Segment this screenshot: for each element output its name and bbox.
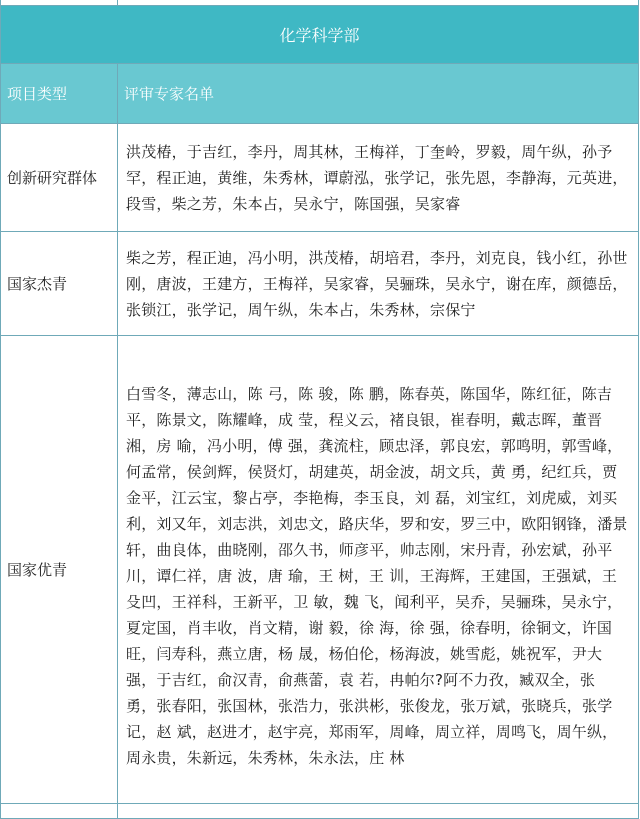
column-header-row [1,64,639,124]
column-header-experts: 评审专家名单 [118,64,639,124]
project-type: 创新研究群体 [1,124,118,232]
department-header-row [1,6,639,64]
project-type: 国家杰青 [1,232,118,336]
expert-list: 柴之芳，程正迪，冯小明，洪茂椿，胡培君，李丹，刘克良，钱小红，孙世刚，唐波，王建方，王梅祥，吴家睿，吴骊珠，吴永宁，谢在库，颜德岳，张锁江，张学记，周午纵，朱本占，朱秀林，宗保宁 [118,232,639,336]
table-row [1,232,639,336]
table-row [1,336,639,804]
table-continuation-row [1,804,639,819]
expert-list: 洪茂椿，于吉红，李丹，周其林，王梅祥，丁奎岭，罗毅，周午纵，孙予罕，程正迪，黄维，朱秀林，谭蔚泓，张学记，张先恩，李静海，元英进，段雪，柴之芳，朱本占，吴永宁，陈国强，吴家睿 [118,124,639,232]
column-header-type: 项目类型 [1,64,118,124]
department-title: 化学科学部 [1,6,639,64]
continuation-cell-right [118,804,639,819]
continuation-cell-left [1,804,118,819]
table-row [1,124,639,232]
expert-list: 白雪冬，薄志山，陈 弓，陈 骏，陈 鹏，陈春英，陈国华，陈红征，陈吉平，陈景文，陈耀峰，成 莹，程义云，褚良银，崔春明，戴志晖，董晋湘，房 喻，冯小明，傅 强，龚流柱，顾忠泽，郭良宏，郭鸣明，郭雪峰，何孟常，侯剑辉，侯贤灯，胡建英，胡金波，胡文兵，黄 勇，纪红兵，贾金平，江云宝，黎占亭，李艳梅，李玉良，刘 磊，刘宝红，刘虎威，刘买利，刘又年，刘志洪，刘忠文，路庆华，罗和安，罗三中，欧阳钢锋，潘景轩，曲良体，曲晓刚，邵久书，师彦平，帅志刚，宋丹青，孙宏斌，孙平川，谭仁祥，唐 波，唐 瑜，王 树，王 训，王海辉，王建国，王强斌，王殳凹，王祥科，王新平，卫 敏，魏 飞，闻利平，吴乔，吴骊珠，吴永宁，夏定国，肖丰收，肖文精，谢 毅，徐 海，徐 强，徐春明，徐铜文，许国旺，闫寿科，燕立唐，杨 晟，杨伯伦，杨海波，姚雪彪，姚祝军，尹大强，于吉红，俞汉青，俞燕蕾，袁 若，冉帕尔?阿不力孜，臧双全，张 勇，张春阳，张国林，张浩力，张洪彬，张俊龙，张万斌，张晓兵，张学记，赵 斌，赵进才，赵宇亮，郑雨军，周峰，周立祥，周鸣飞，周午纵，周永贵，朱新远，朱秀林，朱永法，庄 林 [118,336,639,804]
project-type: 国家优青 [1,336,118,804]
